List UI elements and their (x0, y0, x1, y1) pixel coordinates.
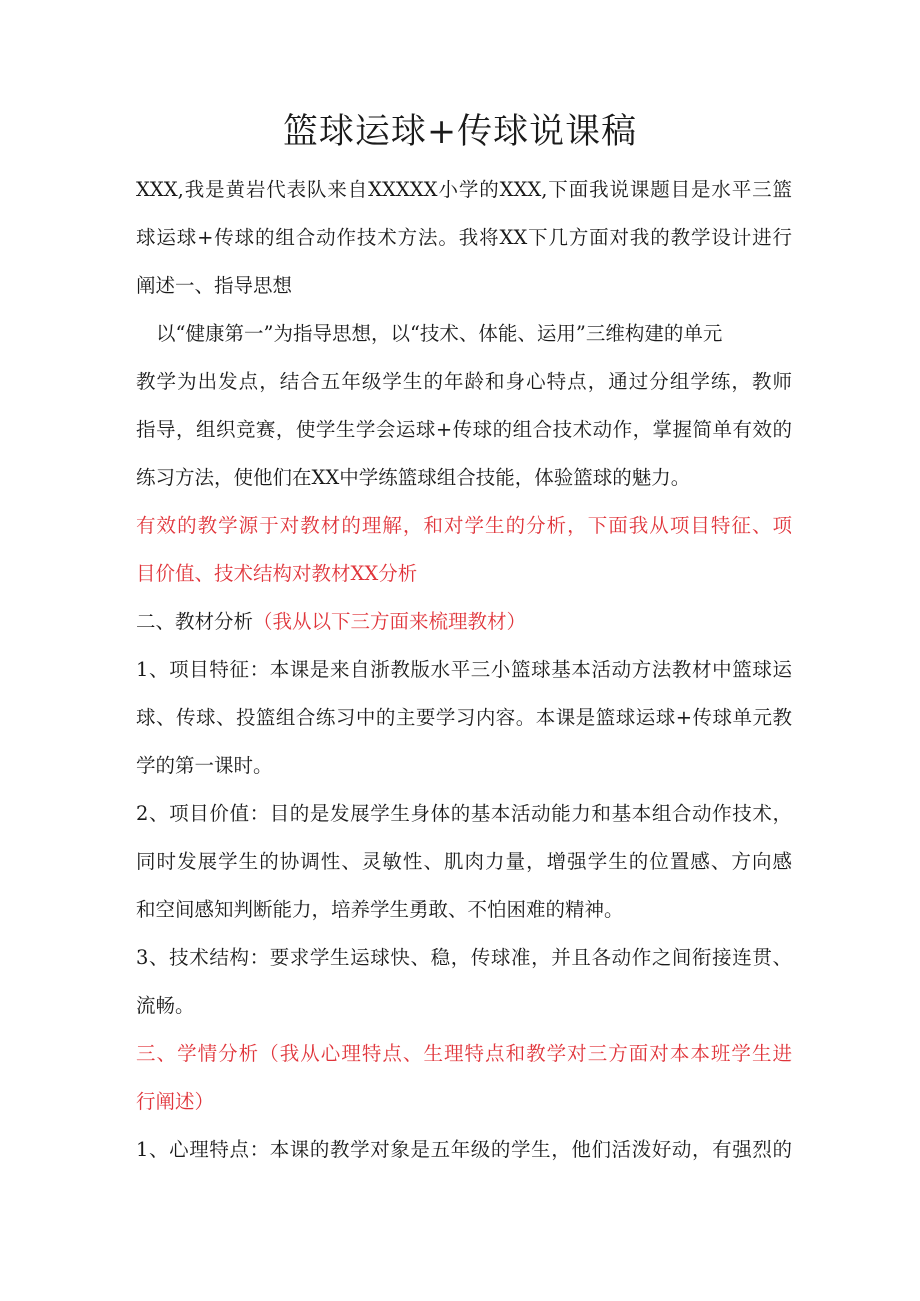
paragraph-line: 练习方法，使他们在XX中学练篮球组合技能，体验篮球的魅力。 (136, 466, 691, 489)
paragraph-line: 3、技术结构：要求学生运球快、稳，传球准，并且各动作之间衔接连贯、 (136, 946, 792, 969)
paragraph-line: 以“健康第一”为指导思想，以“技术、体能、运用”三维构建的单元 (156, 322, 723, 345)
paragraph-line: 学的第一课时。 (136, 754, 273, 777)
paragraph-line: 1、心理特点：本课的教学对象是五年级的学生，他们活泼好动，有强烈的 (136, 1138, 792, 1161)
paragraph-line: XXX,我是黄岩代表队来自XXXXX小学的XXX,下面我说课题目是水平三篮 (136, 178, 792, 201)
paragraph-line: 教学为出发点，结合五年级学生的年龄和身心特点，通过分组学练，教师 (136, 370, 792, 393)
paragraph-line: 球运球+传球的组合动作技术方法。我将XX下几方面对我的教学设计进行 (136, 226, 792, 249)
paragraph-line: 阐述一、指导思想 (136, 274, 293, 297)
paragraph-line: 指导，组织竞赛，使学生学会运球+传球的组合技术动作，掌握简单有效的 (136, 418, 792, 441)
paragraph-line: 流畅。 (136, 994, 195, 1017)
paragraph-line: 球、传球、投篮组合练习中的主要学习内容。本课是篮球运球+传球单元教 (136, 706, 792, 729)
section-heading (136, 607, 792, 637)
highlighted-line: 目价值、技术结构对教材XX分析 (136, 562, 418, 585)
highlighted-line: 有效的教学源于对教材的理解，和对学生的分析，下面我从项目特征、项 (136, 514, 792, 537)
section-heading-highlighted: 三、学情分析（我从心理特点、生理特点和教学对三方面对本本班学生进 (136, 1042, 792, 1065)
section-heading-highlighted: 行阐述） (136, 1090, 215, 1113)
section-heading-note: （我从以下三方面来梳理教材） (253, 610, 527, 633)
paragraph-line: 同时发展学生的协调性、灵敏性、肌肉力量，增强学生的位置感、方向感 (136, 850, 792, 873)
paragraph-line: 2、项目价值：目的是发展学生身体的基本活动能力和基本组合动作技术， (136, 802, 792, 825)
paragraph-line: 和空间感知判断能力，培养学生勇敢、不怕困难的精神。 (136, 898, 624, 921)
section-heading-text: 二、教材分析 (136, 610, 254, 633)
paragraph-line: 1、项目特征：本课是来自浙教版水平三小篮球基本活动方法教材中篮球运 (136, 658, 792, 681)
document-title: 篮球运球+传球说课稿 (282, 112, 638, 152)
